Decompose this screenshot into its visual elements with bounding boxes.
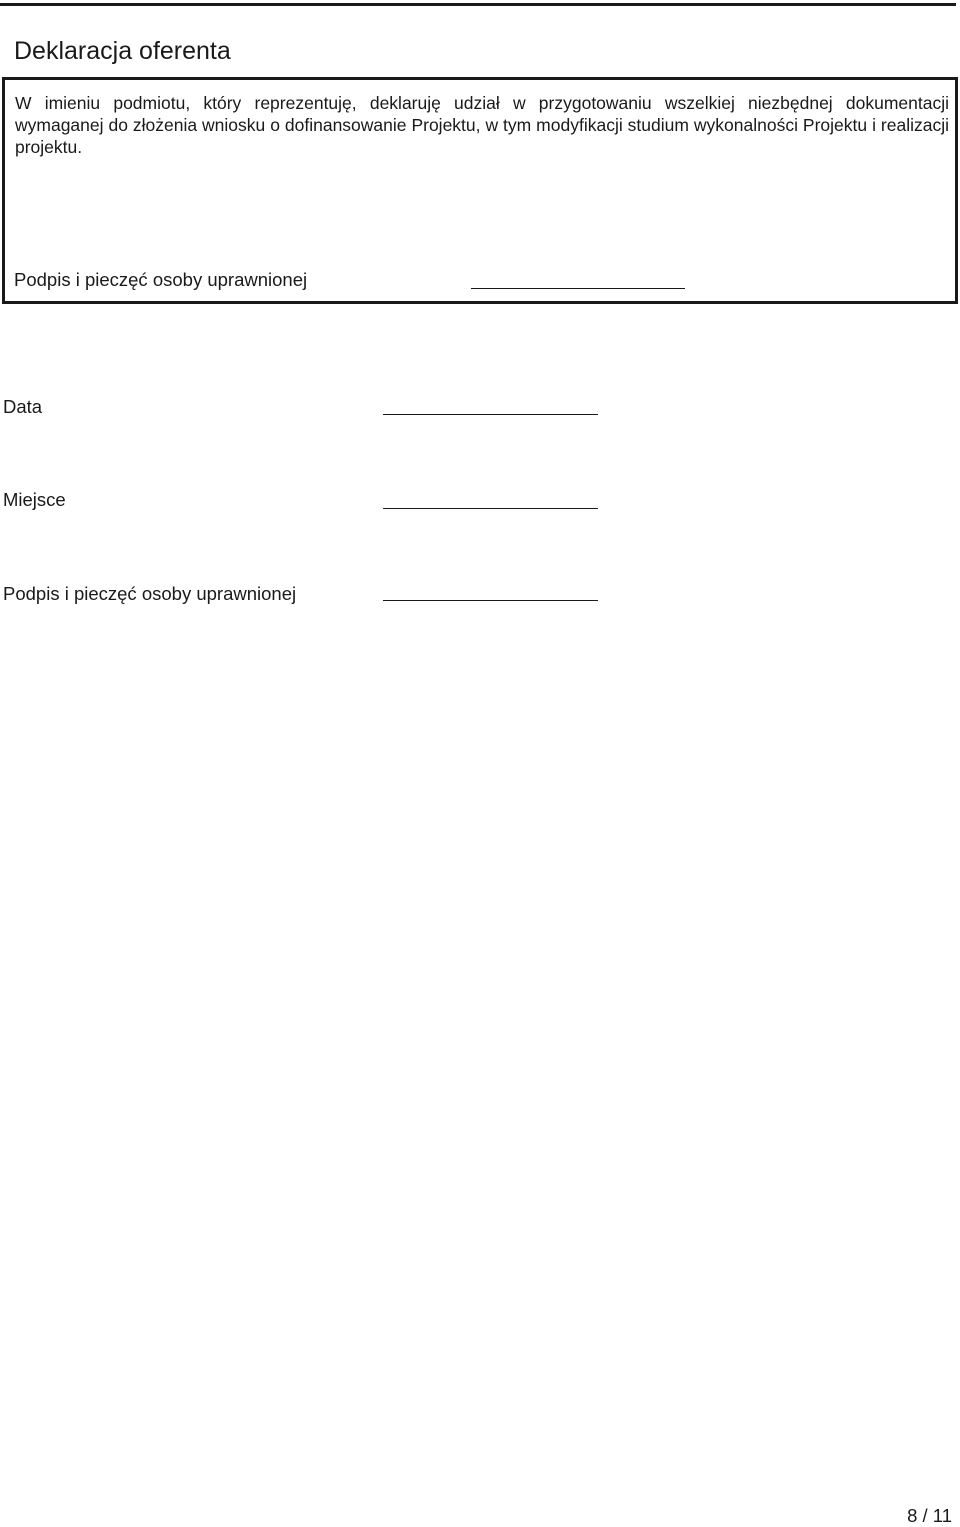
place-label: Miejsce [3,489,66,510]
signature-label: Podpis i pieczęć osoby uprawnionej [3,583,297,604]
declaration-text: W imieniu podmiotu, który reprezentuję, deklaruję udział w przygotowaniu wszelkiej niezbędnej dokumentacji wymaganej do złożenia wniosku o dofinansowanie Projektu, w tym modyfikacji studium wykonalności Projektu i realizacji projektu. [15,93,949,157]
date-line[interactable] [383,414,598,415]
box-signature-line[interactable] [471,288,685,289]
place-line[interactable] [383,508,598,509]
section-title: Deklaracja oferenta [14,37,231,65]
page-number: 8 / 11 [907,1505,952,1526]
top-rule [0,3,956,6]
box-signature-label: Podpis i pieczęć osoby uprawnionej [14,269,308,290]
date-label: Data [3,396,43,417]
signature-line[interactable] [383,600,598,601]
declaration-box [2,77,958,304]
